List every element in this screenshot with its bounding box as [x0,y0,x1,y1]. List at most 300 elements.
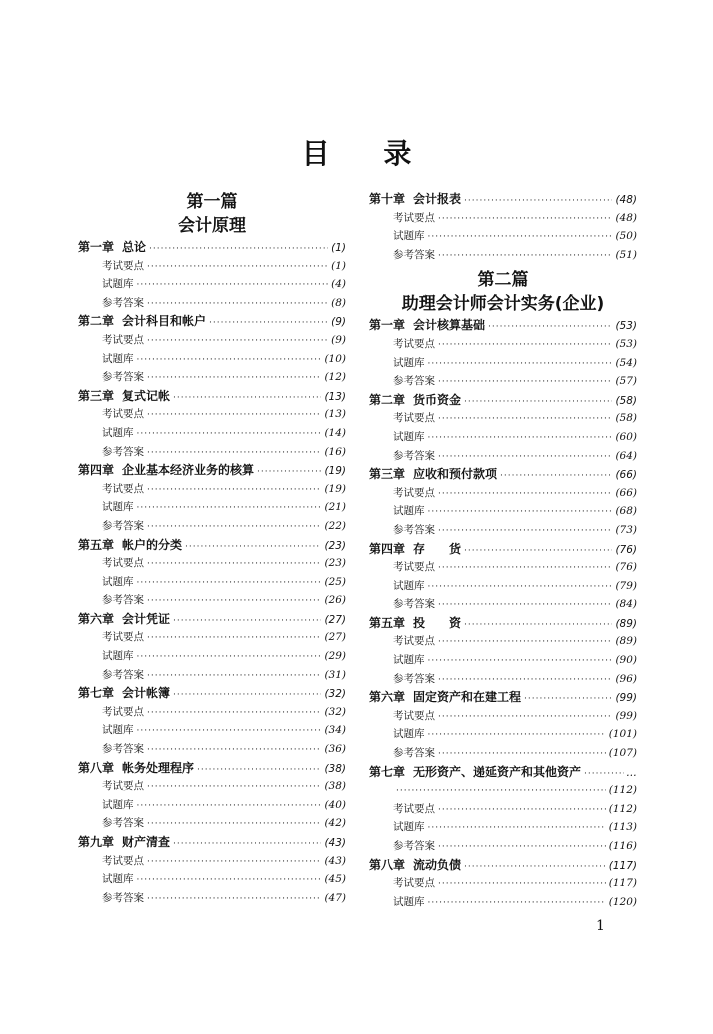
entry-page-number: (96) [615,672,637,685]
entry-page-number: (107) [608,747,637,760]
entry-title: 试题库 [102,650,134,663]
entry-title: 考试要点 [102,780,144,793]
entry-page-number: (68) [615,505,637,518]
toc-chapter-entry[interactable] [369,856,637,875]
entry-title: 试题库 [102,352,134,365]
toc-chapter-entry[interactable] [78,536,346,555]
toc-section-entry[interactable] [369,874,637,893]
entry-page-number: (101) [608,728,637,741]
toc-section-entry[interactable] [78,628,346,647]
chapter-number: 第四章 [78,463,115,478]
toc-section-entry[interactable] [369,632,637,651]
entry-page-number: (12) [324,371,346,384]
entry-title: 参考答案 [393,449,435,462]
dot-leader [428,578,613,596]
dot-leader [137,276,329,294]
toc-entry-list [78,238,346,907]
entry-page-number: (10) [324,352,346,365]
dot-leader [137,425,322,443]
entry-title: 试题库 [102,575,134,588]
dot-leader [147,629,321,647]
toc-section-entry[interactable] [78,666,346,685]
entry-page-number: (112) [608,802,637,815]
dot-leader [464,858,606,875]
dot-leader [147,369,321,387]
entry-page-number: (66) [615,469,637,482]
toc-section-entry[interactable] [78,591,346,610]
entry-title: 试题库 [393,654,425,667]
entry-title: 考试要点 [393,802,435,815]
dot-leader [137,351,322,369]
entry-page-number: (76) [615,543,637,556]
part-heading [78,190,346,238]
dot-leader [147,853,321,871]
page-title: 目 录 [301,137,434,170]
entry-page-number: (89) [615,635,637,648]
toc-section-entry[interactable] [78,796,346,815]
toc-entry-list [369,190,637,264]
dot-leader [438,210,612,228]
part-title: 助理会计师会计实务(企业) [401,294,605,315]
toc-section-entry[interactable] [369,558,637,577]
dot-leader [438,838,606,856]
entry-title: 试题库 [393,821,425,834]
toc-section-entry[interactable] [369,707,637,726]
toc-section-entry[interactable] [369,502,637,521]
entry-title: 帐户的分类 [122,537,183,552]
dot-leader [438,522,612,540]
entry-page-number: (58) [615,412,637,425]
dot-leader [438,745,606,763]
dot-leader [428,819,606,837]
toc-chapter-entry[interactable] [369,688,637,707]
dot-leader [137,648,322,666]
entry-page-number: … [626,766,637,779]
toc-section-entry[interactable] [369,651,637,670]
entry-page-number: (47) [324,891,346,904]
entry-page-number: (45) [324,873,346,886]
toc-section-entry[interactable] [369,372,637,391]
entry-page-number: (32) [324,705,346,718]
entry-title: 流动负债 [413,857,462,872]
toc-section-entry[interactable] [78,405,346,424]
entry-title: 试题库 [393,579,425,592]
chapter-number: 第三章 [369,467,406,482]
dot-leader [173,389,321,406]
dot-leader [438,801,606,819]
chapter-number: 第八章 [78,760,115,775]
entry-title: 试题库 [393,895,425,908]
dot-leader [147,295,328,313]
entry-page-number: (40) [324,798,346,811]
dot-leader [147,704,321,722]
toc-section-entry[interactable] [78,443,346,462]
entry-title: 考试要点 [393,635,435,648]
entry-title: 参考答案 [102,668,144,681]
entry-page-number: (14) [324,426,346,439]
entry-page-number: (13) [324,390,346,403]
entry-page-number: (19) [324,465,346,478]
entry-page-number: (4) [331,278,346,291]
toc-section-entry[interactable] [78,554,346,573]
entry-page-number: (31) [324,668,346,681]
entry-page-number: (34) [324,724,346,737]
toc-section-entry[interactable] [369,209,637,228]
dot-leader [209,314,328,331]
toc-section-entry[interactable] [369,227,637,246]
chapter-number: 第八章 [369,857,406,872]
entry-page-number: (27) [324,631,346,644]
dot-leader [438,336,612,354]
toc-chapter-entry[interactable] [369,540,637,559]
chapter-number: 第二章 [369,392,406,407]
dot-leader [438,633,612,651]
entry-page-number: (84) [615,598,637,611]
entry-page-number: (116) [608,840,637,852]
entry-page-number: (22) [324,519,346,532]
entry-page-number: (19) [324,482,346,495]
dot-leader [438,410,612,428]
dot-leader [147,332,328,350]
dot-leader [428,355,613,373]
entry-title: 应收和预付款项 [413,467,498,482]
entry-title: 总论 [122,240,147,254]
dot-leader [464,616,612,633]
dot-leader [173,612,321,629]
toc-chapter-entry[interactable] [369,316,637,335]
dot-leader [438,559,612,577]
entry-title: 参考答案 [393,598,435,611]
toc-chapter-entry[interactable] [78,238,346,257]
dot-leader [137,574,322,592]
entry-page-number: (60) [615,430,637,443]
dot-leader [137,871,322,889]
dot-leader [137,797,322,815]
entry-page-number: (79) [615,579,637,592]
entry-title: 参考答案 [102,519,144,532]
dot-leader [173,686,321,703]
entry-page-number: (120) [608,895,637,908]
entry-title: 试题库 [102,798,134,811]
dot-leader [438,247,612,265]
toc-section-entry[interactable] [78,852,346,871]
dot-leader [464,393,612,410]
toc-section-entry[interactable] [369,818,637,837]
toc-section-entry[interactable] [78,275,346,294]
toc-section-entry[interactable] [78,740,346,759]
entry-title: 试题库 [102,426,134,439]
toc-chapter-entry[interactable] [369,763,637,782]
entry-page-number: (26) [324,594,346,607]
dot-leader [147,815,321,833]
entry-page-number: (73) [615,523,637,536]
entry-page-number: (16) [324,445,346,458]
entry-page-number: (76) [615,561,637,574]
toc-section-entry[interactable] [78,889,346,908]
toc-section-entry[interactable] [78,870,346,889]
entry-page-number: (29) [324,650,346,663]
entry-page-number: (13) [324,408,346,421]
toc-left-column [78,190,346,907]
dot-leader [257,463,321,480]
toc-chapter-entry[interactable] [369,391,637,410]
entry-page-number: (21) [324,501,346,514]
entry-page-number: (25) [324,575,346,588]
entry-page-number: (51) [615,248,637,261]
entry-title: 参考答案 [393,523,435,536]
entry-title: 考试要点 [102,631,144,644]
entry-title: 会计科目和帐户 [122,314,207,329]
chapter-number: 第三章 [78,388,115,403]
entry-title: 货币资金 [413,392,462,407]
toc-section-entry[interactable] [369,577,637,596]
entry-page-number: (38) [324,762,346,775]
dot-leader [147,444,321,462]
entry-page-number: (58) [615,394,637,407]
dot-leader [137,722,322,740]
entry-page-number: (32) [324,688,346,701]
toc-section-entry[interactable] [78,517,346,536]
entry-title: 考试要点 [102,854,144,867]
chapter-number: 第五章 [369,615,406,630]
entry-title: 试题库 [102,724,134,737]
dot-leader [438,596,612,614]
entry-title: 考试要点 [102,482,144,495]
toc-chapter-entry[interactable] [78,833,346,852]
dot-leader [197,761,321,778]
toc-section-entry[interactable] [369,670,637,689]
dot-leader [428,429,613,447]
toc-section-entry[interactable] [78,424,346,443]
entry-page-number: (1) [331,242,346,254]
toc-section-entry[interactable] [78,703,346,722]
dot-leader [147,592,321,610]
entry-title: 试题库 [102,501,134,514]
chapter-number: 第七章 [78,686,115,701]
chapter-number: 第六章 [78,611,115,626]
entry-page-number: (117) [608,859,637,872]
part-heading [369,268,637,316]
page-number: 1 [596,918,605,934]
dot-leader [147,778,321,796]
entry-page-number: (50) [615,230,637,243]
entry-title: 参考答案 [102,817,144,830]
toc-section-entry[interactable] [369,246,637,265]
toc-section-entry[interactable] [369,725,637,744]
chapter-number: 第五章 [78,537,115,552]
dot-leader [428,726,606,744]
toc-section-entry[interactable] [369,428,637,447]
entry-title: 试题库 [393,505,425,518]
entry-title: 考试要点 [393,211,435,224]
toc-section-entry[interactable] [78,294,346,313]
dot-leader [584,765,623,782]
dot-leader [185,538,321,555]
entry-title: 参考答案 [393,248,435,261]
entry-title: 试题库 [393,430,425,443]
entry-page-number: (27) [324,613,346,626]
toc-section-entry[interactable] [78,777,346,796]
toc-section-entry[interactable] [369,744,637,763]
entry-page-number: (53) [615,320,637,333]
toc-section-entry[interactable] [369,409,637,428]
entry-page-number: (8) [331,296,346,309]
entry-page-number: (36) [324,743,346,756]
entry-title: 会计报表 [413,192,462,206]
toc-chapter-entry[interactable] [369,614,637,633]
dot-leader [147,406,321,424]
entry-title: 参考答案 [102,371,144,384]
chapter-number: 第一章 [369,318,406,333]
dot-leader [438,708,612,726]
toc-section-entry[interactable] [78,257,346,276]
entry-title: 无形资产、递延资产和其他资产 [413,764,582,779]
toc-section-entry[interactable] [369,800,637,819]
entry-title: 参考答案 [393,672,435,685]
dot-leader [428,894,606,912]
toc-section-entry[interactable] [78,498,346,517]
toc-section-entry[interactable] [78,721,346,740]
entry-page-number: (53) [615,337,637,350]
dot-leader [173,835,321,852]
chapter-number: 第一章 [78,240,115,254]
entry-page-number: (54) [615,356,637,369]
entry-page-number: (113) [608,821,637,834]
entry-page-number: (99) [615,692,637,705]
dot-leader [147,518,321,536]
dot-leader [147,890,321,908]
entry-title: 参考答案 [393,840,435,852]
entry-title: 企业基本经济业务的核算 [122,463,255,478]
toc-section-entry[interactable] [369,354,637,373]
entry-page-number: (64) [615,449,637,462]
entry-title: 参考答案 [102,891,144,904]
toc-chapter-entry[interactable] [78,312,346,331]
toc-chapter-entry[interactable] [78,610,346,629]
dot-leader [438,671,612,689]
toc-chapter-entry[interactable] [369,465,637,484]
toc-chapter-entry[interactable] [369,190,637,209]
dot-leader [428,228,613,246]
toc-section-entry[interactable] [369,484,637,503]
dot-leader [149,240,328,257]
entry-page-number: (38) [324,780,346,793]
toc-section-entry[interactable] [78,647,346,666]
entry-title: 考试要点 [393,337,435,350]
entry-title: 财产清查 [122,835,171,849]
chapter-number: 第四章 [369,541,406,556]
toc-chapter-entry[interactable] [78,461,346,480]
entry-title: 存 货 [413,541,462,556]
entry-page-number: (48) [615,194,637,206]
entry-page-number: (43) [324,854,346,867]
toc-section-entry[interactable] [369,447,637,466]
entry-title: 试题库 [393,230,425,243]
entry-page-number: (23) [324,557,346,570]
toc-section-entry[interactable] [78,368,346,387]
dot-leader [147,741,321,759]
entry-page-number: (99) [615,709,637,722]
dot-leader [524,690,612,707]
part-number: 第一篇 [186,192,238,212]
toc-section-entry[interactable] [78,350,346,369]
entry-title: 参考答案 [102,296,144,309]
toc-right-column [369,190,637,911]
entry-title: 投 资 [413,615,462,630]
toc-section-entry[interactable] [78,331,346,350]
toc-section-entry[interactable] [78,480,346,499]
dot-leader [428,503,613,521]
entry-title: 会计核算基础 [413,318,486,333]
toc-section-entry[interactable] [369,893,637,912]
dot-leader [137,499,322,517]
entry-title: 会计帐簿 [122,686,171,701]
toc-chapter-entry[interactable] [78,759,346,778]
entry-page-number: (23) [324,539,346,552]
dot-leader [147,555,321,573]
chapter-number: 第十章 [369,192,406,206]
dot-leader [464,192,612,209]
entry-title: 考试要点 [393,709,435,722]
entry-title: 试题库 [393,356,425,369]
entry-title: 考试要点 [102,259,144,272]
chapter-number: 第二章 [78,314,115,329]
toc-chapter-entry[interactable] [78,684,346,703]
dot-leader [438,373,612,391]
toc-section-entry[interactable] [369,335,637,354]
entry-title: 固定资产和在建工程 [413,690,522,705]
entry-title: 试题库 [102,278,134,291]
toc-section-entry[interactable] [78,814,346,833]
chapter-number: 第六章 [369,690,406,705]
dot-leader [428,652,613,670]
toc-section-entry[interactable] [78,573,346,592]
dot-leader [438,448,612,466]
entry-title: 参考答案 [393,375,435,388]
entry-title: 考试要点 [102,333,144,346]
entry-title: 参考答案 [393,747,435,760]
toc-chapter-entry[interactable] [78,387,346,406]
dot-leader [147,481,321,499]
dot-leader [464,542,612,559]
dot-leader [500,467,612,484]
entry-title: 试题库 [102,873,134,886]
dot-leader [438,875,606,893]
entry-page-number: (90) [615,654,637,667]
entry-page-number: (89) [615,617,637,630]
entry-page-number: (66) [615,486,637,499]
toc-section-entry[interactable] [369,521,637,540]
entry-page-number: (42) [324,817,346,830]
part-number: 第二篇 [477,270,529,291]
toc-entry-list [369,316,637,911]
dot-leader [438,485,612,503]
entry-page-number: (117) [608,877,637,890]
entry-page-number: (112) [608,784,637,797]
dot-leader [488,318,612,335]
entry-title: 考试要点 [393,877,435,890]
entry-title: 考试要点 [393,412,435,425]
entry-title: 参考答案 [102,743,144,756]
toc-section-entry[interactable] [369,837,637,856]
entry-title: 复式记帐 [122,388,171,403]
toc-section-entry[interactable] [369,595,637,614]
entry-page-number: (1) [331,259,346,272]
chapter-number: 第九章 [78,835,115,849]
toc-continuation-line[interactable] [369,781,637,800]
entry-title: 参考答案 [102,594,144,607]
entry-title: 考试要点 [393,561,435,574]
